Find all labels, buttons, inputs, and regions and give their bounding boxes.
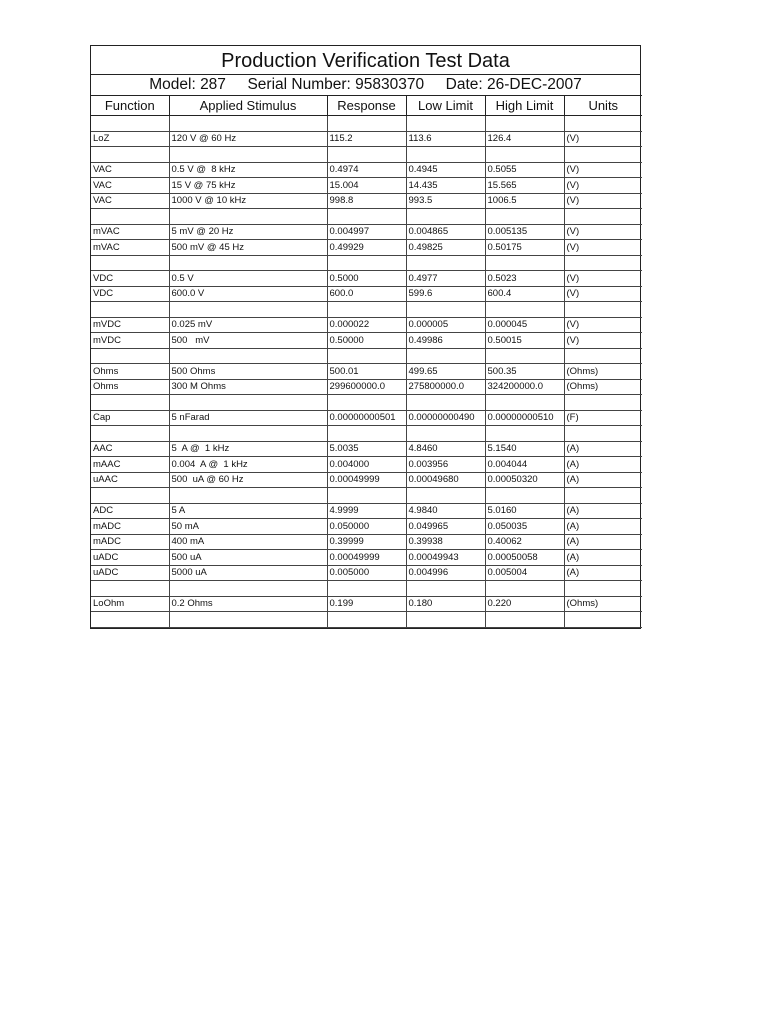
cell-high-limit: 0.50175: [485, 240, 564, 256]
cell-units: (V): [564, 224, 642, 240]
empty-cell: [406, 395, 485, 411]
empty-cell: [406, 581, 485, 597]
empty-cell: [564, 488, 642, 504]
cell-low-limit: 0.4945: [406, 162, 485, 178]
cell-function: mADC: [91, 519, 169, 535]
table-spacer-row: [91, 255, 642, 271]
empty-cell: [169, 255, 327, 271]
empty-cell: [485, 116, 564, 132]
empty-cell: [169, 147, 327, 163]
cell-response: 0.005000: [327, 565, 406, 581]
table-spacer-row: [91, 348, 642, 364]
cell-low-limit: 599.6: [406, 286, 485, 302]
cell-low-limit: 14.435: [406, 178, 485, 194]
empty-cell: [91, 116, 169, 132]
table-row: [91, 333, 642, 349]
cell-function: mADC: [91, 534, 169, 550]
cell-low-limit: 0.004996: [406, 565, 485, 581]
cell-high-limit: 0.40062: [485, 534, 564, 550]
cell-low-limit: 499.65: [406, 364, 485, 380]
empty-cell: [327, 116, 406, 132]
table-spacer-row: [91, 302, 642, 318]
cell-low-limit: 113.6: [406, 131, 485, 147]
cell-high-limit: 600.4: [485, 286, 564, 302]
cell-function: ADC: [91, 503, 169, 519]
table-row: [91, 364, 642, 380]
cell-function: uADC: [91, 550, 169, 566]
empty-cell: [91, 426, 169, 442]
cell-units: (V): [564, 286, 642, 302]
cell-high-limit: 0.00050320: [485, 472, 564, 488]
table-row: [91, 503, 642, 519]
empty-cell: [169, 348, 327, 364]
cell-function: mVAC: [91, 224, 169, 240]
cell-response: 0.5000: [327, 271, 406, 287]
cell-low-limit: 0.00049943: [406, 550, 485, 566]
cell-high-limit: 0.5023: [485, 271, 564, 287]
cell-high-limit: 5.0160: [485, 503, 564, 519]
cell-low-limit: 0.49986: [406, 333, 485, 349]
table-row: [91, 519, 642, 535]
table-spacer-row: [91, 426, 642, 442]
empty-cell: [91, 147, 169, 163]
cell-high-limit: 5.1540: [485, 441, 564, 457]
empty-cell: [564, 255, 642, 271]
empty-cell: [485, 147, 564, 163]
cell-high-limit: 0.50015: [485, 333, 564, 349]
cell-low-limit: 0.39938: [406, 534, 485, 550]
table-row: [91, 441, 642, 457]
cell-units: (A): [564, 550, 642, 566]
table-row: [91, 162, 642, 178]
cell-high-limit: 500.35: [485, 364, 564, 380]
table-row: [91, 240, 642, 256]
cell-function: uADC: [91, 565, 169, 581]
empty-cell: [327, 426, 406, 442]
column-header-units: Units: [564, 96, 642, 116]
table-row: [91, 472, 642, 488]
cell-applied-stimulus: 50 mA: [169, 519, 327, 535]
cell-high-limit: 0.000045: [485, 317, 564, 333]
cell-high-limit: 126.4: [485, 131, 564, 147]
empty-cell: [406, 488, 485, 504]
table-row: [91, 271, 642, 287]
cell-applied-stimulus: 5 mV @ 20 Hz: [169, 224, 327, 240]
empty-cell: [169, 426, 327, 442]
cell-low-limit: 0.00049680: [406, 472, 485, 488]
cell-low-limit: 4.8460: [406, 441, 485, 457]
table-row: [91, 410, 642, 426]
cell-units: (Ohms): [564, 379, 642, 395]
cell-units: (V): [564, 333, 642, 349]
empty-cell: [91, 209, 169, 225]
test-data-table: [91, 95, 642, 628]
empty-cell: [327, 147, 406, 163]
cell-function: VAC: [91, 178, 169, 194]
table-row: [91, 550, 642, 566]
table-spacer-row: [91, 209, 642, 225]
cell-response: 0.199: [327, 596, 406, 612]
empty-cell: [327, 612, 406, 628]
cell-response: 0.4974: [327, 162, 406, 178]
cell-applied-stimulus: 0.5 V: [169, 271, 327, 287]
cell-applied-stimulus: 500 uA @ 60 Hz: [169, 472, 327, 488]
cell-applied-stimulus: 5000 uA: [169, 565, 327, 581]
table-row: [91, 178, 642, 194]
cell-units: (A): [564, 565, 642, 581]
cell-applied-stimulus: 400 mA: [169, 534, 327, 550]
cell-high-limit: 0.005135: [485, 224, 564, 240]
cell-units: (V): [564, 193, 642, 209]
cell-response: 4.9999: [327, 503, 406, 519]
column-header-response: Response: [327, 96, 406, 116]
cell-applied-stimulus: 0.004 A @ 1 kHz: [169, 457, 327, 473]
cell-high-limit: 0.005004: [485, 565, 564, 581]
cell-response: 5.0035: [327, 441, 406, 457]
cell-low-limit: 275800000.0: [406, 379, 485, 395]
table-row: [91, 286, 642, 302]
cell-units: (A): [564, 472, 642, 488]
cell-applied-stimulus: 500 mV @ 45 Hz: [169, 240, 327, 256]
cell-low-limit: 0.004865: [406, 224, 485, 240]
cell-low-limit: 4.9840: [406, 503, 485, 519]
cell-function: LoOhm: [91, 596, 169, 612]
cell-units: (V): [564, 271, 642, 287]
cell-response: 299600000.0: [327, 379, 406, 395]
column-header-function: Function: [91, 96, 169, 116]
cell-units: (A): [564, 457, 642, 473]
table-row: [91, 317, 642, 333]
cell-low-limit: 993.5: [406, 193, 485, 209]
cell-high-limit: 0.00050058: [485, 550, 564, 566]
empty-cell: [485, 209, 564, 225]
cell-low-limit: 0.000005: [406, 317, 485, 333]
cell-response: 0.00049999: [327, 550, 406, 566]
cell-applied-stimulus: 5 A @ 1 kHz: [169, 441, 327, 457]
empty-cell: [564, 395, 642, 411]
cell-response: 0.00000000501: [327, 410, 406, 426]
empty-cell: [485, 348, 564, 364]
table-spacer-row: [91, 581, 642, 597]
cell-function: AAC: [91, 441, 169, 457]
empty-cell: [91, 348, 169, 364]
cell-applied-stimulus: 500 mV: [169, 333, 327, 349]
empty-cell: [406, 147, 485, 163]
cell-response: 115.2: [327, 131, 406, 147]
cell-applied-stimulus: 0.5 V @ 8 kHz: [169, 162, 327, 178]
cell-high-limit: 15.565: [485, 178, 564, 194]
cell-function: Ohms: [91, 364, 169, 380]
cell-units: (A): [564, 503, 642, 519]
empty-cell: [564, 612, 642, 628]
cell-high-limit: 0.050035: [485, 519, 564, 535]
cell-low-limit: 0.00000000490: [406, 410, 485, 426]
cell-function: VDC: [91, 271, 169, 287]
empty-cell: [564, 116, 642, 132]
cell-units: (Ohms): [564, 596, 642, 612]
table-row: [91, 457, 642, 473]
cell-function: Ohms: [91, 379, 169, 395]
cell-response: 998.8: [327, 193, 406, 209]
cell-response: 0.000022: [327, 317, 406, 333]
cell-applied-stimulus: 15 V @ 75 kHz: [169, 178, 327, 194]
table-row: [91, 224, 642, 240]
cell-response: 15.004: [327, 178, 406, 194]
cell-response: 0.00049999: [327, 472, 406, 488]
empty-cell: [91, 255, 169, 271]
empty-cell: [169, 395, 327, 411]
empty-cell: [485, 612, 564, 628]
cell-low-limit: 0.180: [406, 596, 485, 612]
empty-cell: [91, 395, 169, 411]
empty-cell: [485, 302, 564, 318]
cell-applied-stimulus: 300 M Ohms: [169, 379, 327, 395]
empty-cell: [485, 255, 564, 271]
cell-high-limit: 1006.5: [485, 193, 564, 209]
cell-high-limit: 324200000.0: [485, 379, 564, 395]
table-spacer-row: [91, 488, 642, 504]
cell-applied-stimulus: 1000 V @ 10 kHz: [169, 193, 327, 209]
cell-function: mVAC: [91, 240, 169, 256]
cell-response: 500.01: [327, 364, 406, 380]
cell-high-limit: 0.00000000510: [485, 410, 564, 426]
cell-low-limit: 0.003956: [406, 457, 485, 473]
table-spacer-row: [91, 395, 642, 411]
empty-cell: [327, 581, 406, 597]
cell-units: (V): [564, 178, 642, 194]
cell-function: LoZ: [91, 131, 169, 147]
empty-cell: [564, 147, 642, 163]
cell-applied-stimulus: 500 uA: [169, 550, 327, 566]
empty-cell: [406, 348, 485, 364]
cell-units: (V): [564, 162, 642, 178]
cell-response: 0.49929: [327, 240, 406, 256]
cell-applied-stimulus: 5 A: [169, 503, 327, 519]
empty-cell: [327, 209, 406, 225]
cell-function: VDC: [91, 286, 169, 302]
empty-cell: [564, 209, 642, 225]
cell-units: (Ohms): [564, 364, 642, 380]
table-row: [91, 131, 642, 147]
cell-response: 0.39999: [327, 534, 406, 550]
table-spacer-row: [91, 147, 642, 163]
empty-cell: [169, 488, 327, 504]
model-serial-date-line: Model: 287 Serial Number: 95830370 Date: 26-DEC-2007: [149, 76, 582, 93]
empty-cell: [327, 255, 406, 271]
empty-cell: [406, 612, 485, 628]
empty-cell: [485, 581, 564, 597]
cell-applied-stimulus: 120 V @ 60 Hz: [169, 131, 327, 147]
cell-response: 600.0: [327, 286, 406, 302]
cell-units: (F): [564, 410, 642, 426]
cell-high-limit: 0.220: [485, 596, 564, 612]
cell-units: (A): [564, 534, 642, 550]
empty-cell: [485, 395, 564, 411]
cell-applied-stimulus: 5 nFarad: [169, 410, 327, 426]
empty-cell: [327, 488, 406, 504]
cell-response: 0.004000: [327, 457, 406, 473]
cell-response: 0.50000: [327, 333, 406, 349]
cell-units: (V): [564, 317, 642, 333]
empty-cell: [327, 348, 406, 364]
table-row: [91, 596, 642, 612]
table-row: [91, 193, 642, 209]
cell-function: VAC: [91, 193, 169, 209]
column-header-applied-stimulus: Applied Stimulus: [169, 96, 327, 116]
empty-cell: [406, 426, 485, 442]
cell-units: (V): [564, 131, 642, 147]
empty-cell: [169, 612, 327, 628]
empty-cell: [91, 488, 169, 504]
empty-cell: [564, 426, 642, 442]
empty-cell: [485, 426, 564, 442]
empty-cell: [91, 581, 169, 597]
cell-function: uAAC: [91, 472, 169, 488]
empty-cell: [406, 302, 485, 318]
table-spacer-row: [91, 612, 642, 628]
cell-low-limit: 0.49825: [406, 240, 485, 256]
empty-cell: [406, 255, 485, 271]
cell-low-limit: 0.049965: [406, 519, 485, 535]
cell-units: (A): [564, 519, 642, 535]
empty-cell: [564, 581, 642, 597]
cell-high-limit: 0.5055: [485, 162, 564, 178]
cell-applied-stimulus: 0.2 Ohms: [169, 596, 327, 612]
empty-cell: [169, 302, 327, 318]
test-data-sheet: [90, 45, 641, 629]
cell-response: 0.050000: [327, 519, 406, 535]
table-spacer-row: [91, 116, 642, 132]
cell-function: mVDC: [91, 333, 169, 349]
column-header-low-limit: Low Limit: [406, 96, 485, 116]
empty-cell: [406, 209, 485, 225]
table-row: [91, 534, 642, 550]
cell-applied-stimulus: 0.025 mV: [169, 317, 327, 333]
empty-cell: [169, 581, 327, 597]
empty-cell: [91, 612, 169, 628]
page-title: Production Verification Test Data: [91, 46, 640, 75]
cell-function: mVDC: [91, 317, 169, 333]
empty-cell: [564, 348, 642, 364]
cell-response: 0.004997: [327, 224, 406, 240]
cell-applied-stimulus: 500 Ohms: [169, 364, 327, 380]
cell-high-limit: 0.004044: [485, 457, 564, 473]
cell-applied-stimulus: 600.0 V: [169, 286, 327, 302]
empty-cell: [564, 302, 642, 318]
cell-function: Cap: [91, 410, 169, 426]
empty-cell: [169, 116, 327, 132]
cell-units: (V): [564, 240, 642, 256]
table-row: [91, 379, 642, 395]
column-header-high-limit: High Limit: [485, 96, 564, 116]
cell-function: VAC: [91, 162, 169, 178]
empty-cell: [91, 302, 169, 318]
empty-cell: [485, 488, 564, 504]
cell-units: (A): [564, 441, 642, 457]
cell-function: mAAC: [91, 457, 169, 473]
empty-cell: [169, 209, 327, 225]
empty-cell: [327, 395, 406, 411]
table-row: [91, 565, 642, 581]
cell-low-limit: 0.4977: [406, 271, 485, 287]
empty-cell: [327, 302, 406, 318]
table-header-row: [91, 96, 642, 116]
empty-cell: [406, 116, 485, 132]
